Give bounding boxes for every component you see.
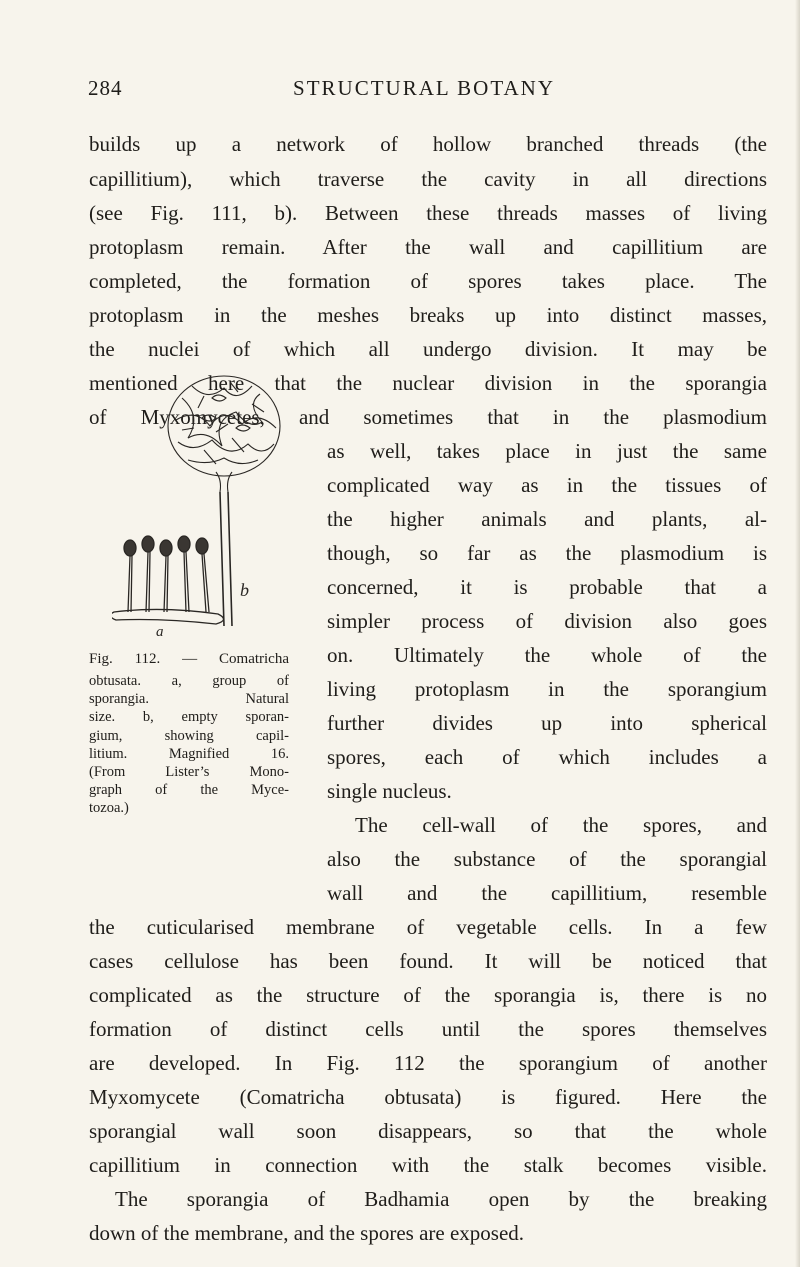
figure-caption-line: gium, showing capil- [89,728,289,744]
text-line: also the substance of the sporangial [327,847,767,871]
text-line: sporangial wall soon disappears, so that the whole [89,1119,767,1143]
text-line: spores, each of which includes a [327,745,767,769]
text-line: (see Fig. 111, b). Between these threads masses of living [89,201,767,225]
page-number: 284 [88,76,123,100]
text-line: protoplasm in the meshes breaks up into distinct masses, [89,303,767,327]
text-line: mentioned here that the nuclear division in the sporangia [89,371,767,395]
figure-label-b: b [240,580,249,600]
figure-caption-line: sporangia. Natural [89,691,289,707]
figure-caption-line: graph of the Myce- [89,782,289,798]
text-line: are developed. In Fig. 112 the sporangium of another [89,1051,767,1075]
text-line: formation of distinct cells until the spores themselves [89,1017,767,1041]
text-line: completed, the formation of spores takes place. The [89,269,767,293]
text-line: The cell-wall of the spores, and [355,813,767,837]
text-line: living protoplasm in the sporangium [327,677,767,701]
figure-caption-line: litium. Magnified 16. [89,746,289,762]
figure-caption-line: size. b, empty sporan- [89,709,289,725]
text-line: capillitium in connection with the stalk becomes visible. [89,1153,767,1177]
text-line: protoplasm remain. After the wall and capillitium are [89,235,767,259]
text-line: Myxomycete (Comatricha obtusata) is figured. Here the [89,1085,767,1109]
text-line: further divides up into spherical [327,711,767,735]
sporangia-drawing [112,368,302,638]
running-head: STRUCTURAL BOTANY [293,76,555,100]
text-line: builds up a network of hollow branched threads (the [89,132,767,156]
text-line: complicated as the structure of the sporangia is, there is no [89,983,767,1007]
figure-label-a: a [156,624,164,638]
text-line: simpler process of division also goes [327,609,767,633]
text-line: as well, takes place in just the same [327,439,767,463]
figure-caption-line: Fig. 112. — Comatricha [89,651,289,667]
page-header [88,76,760,106]
figure-112-illustration [112,368,302,638]
figure-caption-line: obtusata. a, group of [89,673,289,689]
text-line: on. Ultimately the whole of the [327,643,767,667]
text-line: complicated way as in the tissues of [327,473,767,497]
text-line: cases cellulose has been found. It will be noticed that [89,949,767,973]
text-line: though, so far as the plasmodium is [327,541,767,565]
text-line: single nucleus. [327,779,452,803]
figure-caption-line: (From Lister’s Mono- [89,764,289,780]
text-line: the cuticularised membrane of vegetable cells. In a few [89,915,767,939]
text-line: the nuclei of which all undergo division. It may be [89,337,767,361]
sporangia-group-a [112,536,224,624]
figure-caption-line: tozoa.) [89,800,129,816]
text-line: down of the membrane, and the spores are exposed. [89,1221,525,1245]
text-line: wall and the capillitium, resemble [327,881,767,905]
text-line: capillitium), which traverse the cavity in all directions [89,167,767,191]
text-line: the higher animals and plants, al- [327,507,767,531]
capillitium-sporangium-b [168,376,280,492]
text-line: concerned, it is probable that a [327,575,767,599]
text-line: The sporangia of Badhamia open by the breaking [115,1187,767,1211]
text-line: of Myxomycetes, and sometimes that in the plasmodium [89,405,767,429]
page-edge-shadow [795,0,800,1267]
